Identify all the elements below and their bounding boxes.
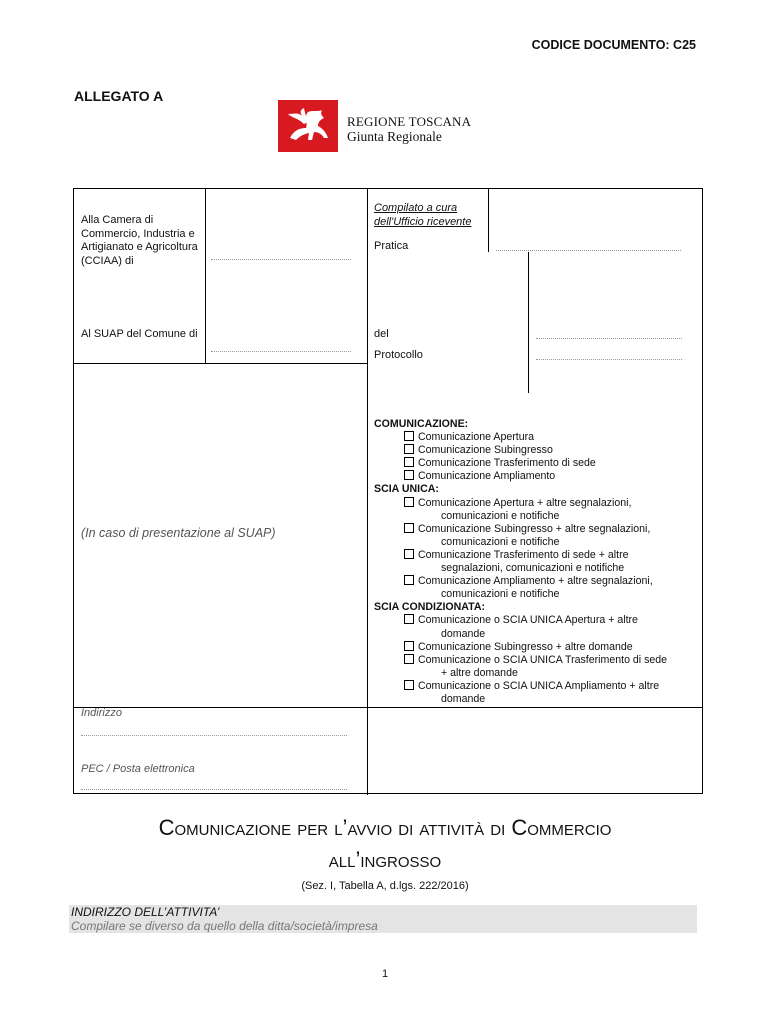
protocollo-field[interactable]: [536, 359, 682, 360]
option-item[interactable]: Comunicazione Trasferimento di sede + altre: [374, 549, 700, 562]
protocollo-label: Protocollo: [374, 349, 423, 361]
option-continuation: comunicazioni e notifiche: [441, 588, 560, 601]
checkbox[interactable]: [404, 654, 414, 664]
option-item[interactable]: Comunicazione Ampliamento: [374, 470, 700, 483]
option-item[interactable]: Comunicazione Ampliamento + altre segnalazioni,: [374, 575, 700, 588]
document-title: [60, 812, 710, 876]
divider: [205, 189, 206, 363]
winged-horse-icon: [278, 100, 338, 152]
title-line-1: Comunicazione per l’avvio di attività di Commercio: [158, 815, 612, 840]
option-item[interactable]: Comunicazione Apertura: [374, 431, 700, 444]
del-label: del: [374, 328, 389, 340]
camera-label: Alla Camera di Commercio, Industria e Artigianato e Agricoltura (CCIAA) di: [81, 214, 198, 267]
checkbox[interactable]: [404, 614, 414, 624]
checkbox[interactable]: [404, 470, 414, 480]
scia-condizionata-header: SCIA CONDIZIONATA:: [374, 601, 486, 614]
divider: [528, 252, 529, 393]
option-item[interactable]: Comunicazione o SCIA UNICA Ampliamento + altre: [374, 680, 700, 693]
pec-label: PEC / Posta elettronica: [81, 763, 195, 775]
suap-city-field[interactable]: [211, 351, 351, 352]
legal-reference: (Sez. I, Tabella A, d.lgs. 222/2016): [301, 880, 469, 892]
suap-label: Al SUAP del Comune di: [81, 328, 198, 340]
del-field[interactable]: [536, 338, 682, 339]
section-subheading: Compilare se diverso da quello della ditta/società/impresa: [71, 919, 378, 933]
brand-subtitle: Giunta Regionale: [347, 129, 442, 144]
option-item[interactable]: Comunicazione o SCIA UNICA Apertura + altre: [374, 614, 700, 627]
pratica-field[interactable]: [496, 250, 681, 251]
option-item[interactable]: Comunicazione Trasferimento di sede: [374, 457, 700, 470]
pec-field[interactable]: [81, 789, 347, 790]
option-item[interactable]: Comunicazione Subingresso + altre segnalazioni,: [374, 523, 700, 536]
option-continuation: + altre domande: [441, 666, 518, 679]
pratica-label: Pratica: [374, 240, 409, 252]
option-continuation: domande: [441, 692, 486, 705]
checkbox[interactable]: [404, 497, 414, 507]
scia-unica-header: SCIA UNICA:: [374, 483, 439, 496]
option-item[interactable]: Comunicazione Apertura + altre segnalazioni,: [374, 497, 700, 510]
indirizzo-label: Indirizzo: [81, 707, 122, 719]
indirizzo-field[interactable]: [81, 735, 347, 736]
divider: [367, 189, 368, 795]
section-heading: INDIRIZZO DELL’ATTIVITA’: [71, 905, 220, 919]
page-number: 1: [381, 968, 389, 980]
divider: [488, 189, 489, 252]
title-line-2: all’ingrosso: [328, 847, 442, 872]
option-item[interactable]: Comunicazione Subingresso: [374, 444, 700, 457]
comunicazione-header: COMUNICAZIONE:: [374, 418, 469, 430]
checkbox[interactable]: [404, 444, 414, 454]
suap-note: (In caso di presentazione al SUAP): [81, 526, 276, 540]
allegato-label: ALLEGATO A: [74, 88, 164, 104]
option-continuation: comunicazioni e notifiche: [441, 509, 560, 522]
regione-toscana-logo: [278, 100, 338, 152]
checkbox[interactable]: [404, 523, 414, 533]
option-item[interactable]: Comunicazione Subingresso + altre domande: [374, 641, 700, 654]
checkbox[interactable]: [404, 680, 414, 690]
divider: [74, 707, 703, 708]
checkbox[interactable]: [404, 549, 414, 559]
option-item[interactable]: Comunicazione o SCIA UNICA Trasferimento di sede: [374, 654, 700, 667]
checkbox[interactable]: [404, 457, 414, 467]
divider: [74, 363, 367, 364]
checkbox[interactable]: [404, 575, 414, 585]
option-continuation: segnalazioni, comunicazioni e notifiche: [441, 562, 625, 575]
camera-city-field[interactable]: [211, 259, 351, 260]
checkbox[interactable]: [404, 431, 414, 441]
option-continuation: domande: [441, 627, 486, 640]
communication-type-list: [374, 418, 700, 706]
checkbox[interactable]: [404, 641, 414, 651]
option-continuation: comunicazioni e notifiche: [441, 535, 560, 548]
compilato-label: Compilato a cura dell'Ufficio ricevente: [374, 202, 472, 228]
brand-name: REGIONE TOSCANA: [347, 114, 472, 129]
document-code: CODICE DOCUMENTO: C25: [531, 38, 696, 52]
